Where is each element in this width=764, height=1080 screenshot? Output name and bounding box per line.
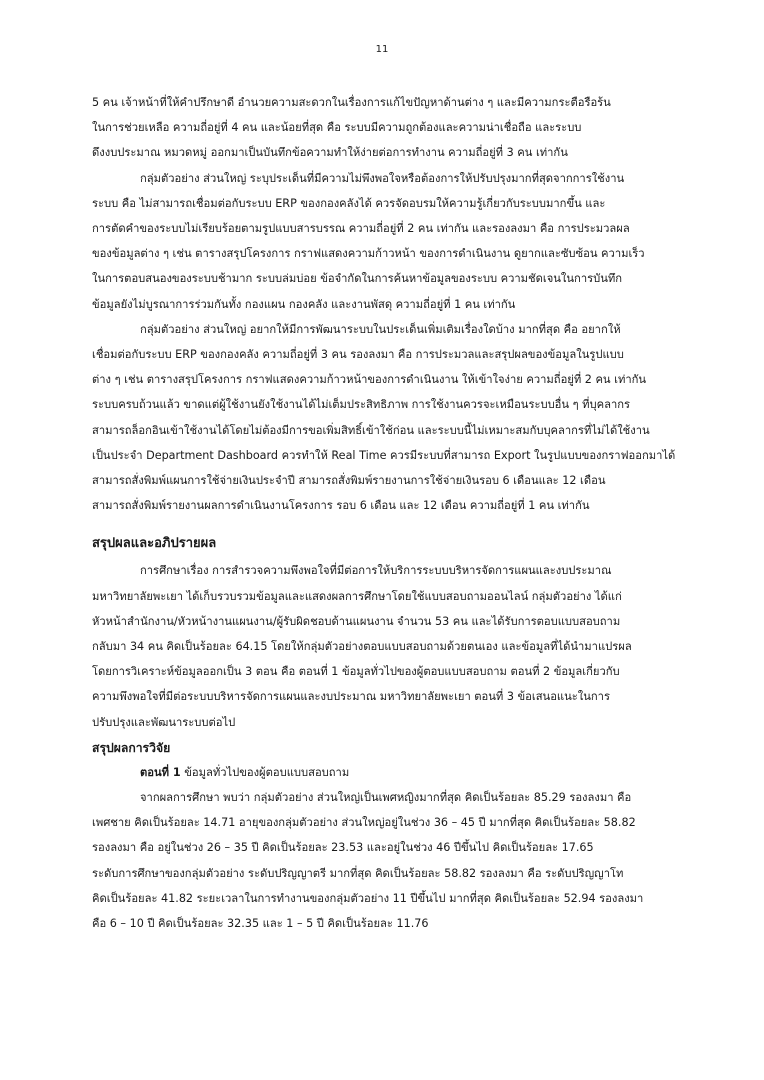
text-line: ต่าง ๆ เช่น ตารางสรุปโครงการ กราฟแสดงความก้าวหน้าของการดำเนินงาน ให้เข้าใจง่าย ความถี่อยู่ที่ 2 คน เท่ากัน <box>92 373 647 387</box>
text-line: กลุ่มตัวอย่าง ส่วนใหญ่ อยากให้มีการพัฒนาระบบในประเด็นเพิ่มเติมเรื่องใดบ้าง มากที่สุด คือ อยากให้ <box>140 322 621 336</box>
text-line: จากผลการศึกษา พบว่า กลุ่มตัวอย่าง ส่วนใหญ่เป็นเพศหญิงมากที่สุด คิดเป็นร้อยละ 85.29 รองลงมา คือ <box>140 791 632 805</box>
document-body <box>92 90 690 936</box>
text-line: สามารถสั่งพิมพ์แผนการใช้จ่ายเงินประจำปี สามารถสั่งพิมพ์รายงานการใช้จ่ายเงินรอบ 6 เดือนและ 12 เดือน <box>92 474 606 488</box>
paragraph-development <box>92 317 690 519</box>
text-line: กลุ่มตัวอย่าง ส่วนใหญ่ ระบุประเด็นที่มีความไม่พึงพอใจหรือต้องการให้ปรับปรุงมากที่สุดจากการใช้งาน <box>140 171 625 185</box>
section-heading-research: สรุปผลการวิจัย <box>92 740 171 755</box>
text-line: ในการช่วยเหลือ ความถี่อยู่ที่ 4 คน และน้อยที่สุด คือ ระบบมีความถูกต้องและความน่าเชื่อถือ และระบบ <box>92 121 582 135</box>
page-number: 11 <box>375 44 389 55</box>
paragraph-summary <box>92 558 690 734</box>
text-line: คือ 6 – 10 ปี คิดเป็นร้อยละ 32.35 และ 1 – 5 ปี คิดเป็นร้อยละ 11.76 <box>92 917 429 931</box>
text-line: กลับมา 34 คน คิดเป็นร้อยละ 64.15 โดยให้กลุ่มตัวอย่างตอบแบบสอบถามด้วยตนเอง และข้อมูลที่ได้นำมาแปรผล <box>92 640 632 654</box>
text-line: ปรับปรุงและพัฒนาระบบต่อไป <box>92 715 236 729</box>
paragraph-part1 <box>92 785 690 936</box>
section-heading-summary: สรุปผลและอภิปรายผล <box>92 536 217 552</box>
text-line: เป็นประจำ Department Dashboard ควรทำให้ Real Time ควรมีระบบที่สามารถ Export ในรูปแบบของกราฟออกมาได้ <box>92 448 676 462</box>
part1-heading <box>92 760 690 785</box>
text-line: โดยการวิเคราะห์ข้อมูลออกเป็น 3 ตอน คือ ตอนที่ 1 ข้อมูลทั่วไปของผู้ตอบแบบสอบถาม ตอนที่ 2 ข้อมูลเกี่ยวกับ <box>92 665 620 679</box>
paragraph-continued <box>92 90 690 166</box>
text-line: เพศชาย คิดเป็นร้อยละ 14.71 อายุของกลุ่มตัวอย่าง ส่วนใหญ่อยู่ในช่วง 36 – 45 ปี มากที่สุด คิดเป็นร้อยละ 58.82 <box>92 816 636 830</box>
part1-label: ตอนที่ 1 <box>140 765 181 779</box>
text-line: ข้อมูลยังไม่บูรณาการร่วมกันทั้ง กองแผน กองคลัง และงานพัสดุ ความถี่อยู่ที่ 1 คน เท่ากัน <box>92 297 516 311</box>
text-line: ความพึงพอใจที่มีต่อระบบบริหารจัดการแผนและงบประมาณ มหาวิทยาลัยพะเยา ตอนที่ 3 ข้อเสนอแนะในการ <box>92 690 610 704</box>
text-line: ดึงงบประมาณ หมวดหมู่ ออกมาเป็นบันทึกข้อความทำให้ง่ายต่อการทำงาน ความถี่อยู่ที่ 3 คน เท่ากัน <box>92 146 568 160</box>
text-line <box>92 760 690 785</box>
text-line: คิดเป็นร้อยละ 41.82 ระยะเวลาในการทำงานของกลุ่มตัวอย่าง 11 ปีขึ้นไป มากที่สุด คิดเป็นร้อยละ 52.94 รองลงมา <box>92 891 644 905</box>
text-line: มหาวิทยาลัยพะเยา ได้เก็บรวบรวมข้อมูลและแสดงผลการศึกษาโดยใช้แบบสอบถามออนไลน์ กลุ่มตัวอย่าง ได้แก่ <box>92 589 622 603</box>
text-line: ระบบ คือ ไม่สามารถเชื่อมต่อกับระบบ ERP ของกองคลังได้ ควรจัดอบรมให้ความรู้เกี่ยวกับระบบมากขึ้น และ <box>92 196 606 210</box>
text-line: ในการตอบสนองของระบบช้ามาก ระบบล่มบ่อย ข้อจำกัดในการค้นหาข้อมูลของระบบ ความชัดเจนในการบันทึก <box>92 272 623 286</box>
text-line: สามารถสั่งพิมพ์รายงานผลการดำเนินงานโครงการ รอบ 6 เดือน และ 12 เดือน ความถี่อยู่ที่ 1 คน เท่ากัน <box>92 499 590 513</box>
text-line: เชื่อมต่อกับระบบ ERP ของกองคลัง ความถี่อยู่ที่ 3 คน รองลงมา คือ การประมวลและสรุปผลของข้อมูลในรูปแบบ <box>92 348 624 362</box>
text-line: หัวหน้าสำนักงาน/หัวหน้างานแผนงาน/ผู้รับผิดชอบด้านแผนงาน จำนวน 53 คน และได้รับการตอบแบบสอบถาม <box>92 614 621 628</box>
text-line: สามารถล็อกอินเข้าใช้งานได้โดยไม่ต้องมีการขอเพิ่มสิทธิ์เข้าใช้ก่อน และระบบนี้ไม่เหมาะสมกับบุคลากรที่ไม่ได้ใช้งาน <box>92 423 650 437</box>
text-line: 5 คน เจ้าหน้าที่ให้คำปรึกษาดี อำนวยความสะดวกในเรื่องการแก้ไขปัญหาด้านต่าง ๆ และมีความกระตือรือร้น <box>92 96 611 109</box>
text-line: ระบบครบถ้วนแล้ว ขาดแต่ผู้ใช้งานยังใช้งานได้ไม่เต็มประสิทธิภาพ การใช้งานควรจะเหมือนระบบอื่น ๆ ที่บุคลากร <box>92 398 631 412</box>
text-line: การตัดคำของระบบไม่เรียบร้อยตามรูปแบบสารบรรณ ความถี่อยู่ที่ 2 คน เท่ากัน และรองลงมา คือ การประมวลผล <box>92 222 630 236</box>
paragraph-improvement <box>92 166 690 317</box>
text-line: ของข้อมูลต่าง ๆ เช่น ตารางสรุปโครงการ กราฟแสดงความก้าวหน้า ของการดำเนินงาน ดูยากและซับซ้อน ความเร็ว <box>92 247 645 261</box>
text-line: ระดับการศึกษาของกลุ่มตัวอย่าง ระดับปริญญาตรี มากที่สุด คิดเป็นร้อยละ 58.82 รองลงมา คือ ระดับปริญญาโท <box>92 866 624 880</box>
text-line: รองลงมา คือ อยู่ในช่วง 26 – 35 ปี คิดเป็นร้อยละ 23.53 และอยู่ในช่วง 46 ปีขึ้นไป คิดเป็นร้อยละ 17.65 <box>92 841 594 855</box>
text-line: การศึกษาเรื่อง การสำรวจความพึงพอใจที่มีต่อการให้บริการระบบบริหารจัดการแผนและงบประมาณ <box>140 564 612 578</box>
part1-title: ข้อมูลทั่วไปของผู้ตอบแบบสอบถาม <box>180 765 350 779</box>
